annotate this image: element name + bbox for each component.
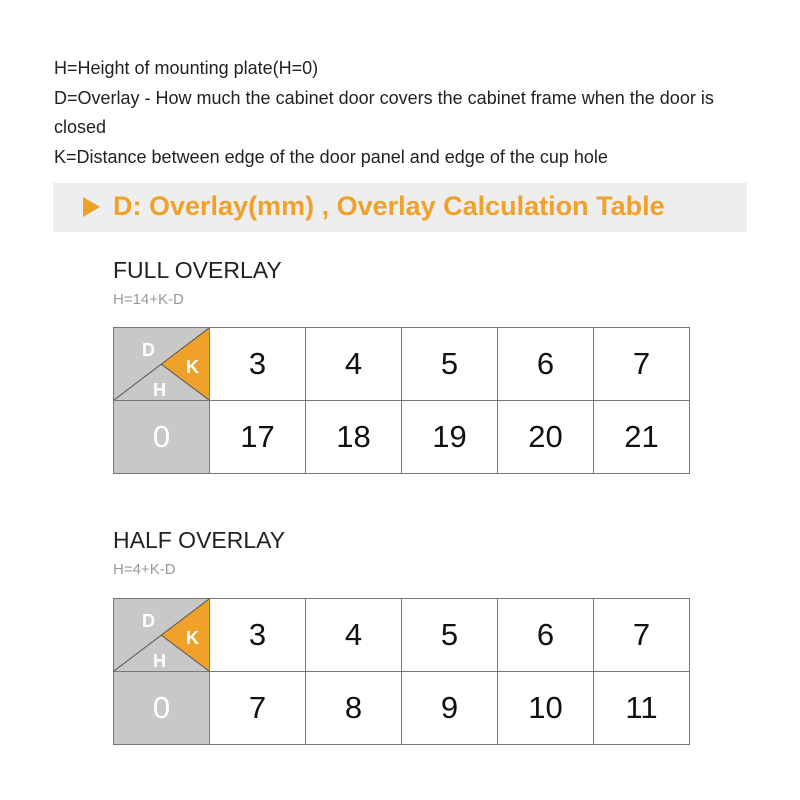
d-value-cell: 18 [306,401,402,474]
h-value-cell: 0 [114,401,210,474]
section-banner [53,183,747,232]
corner-diagram [114,328,209,400]
corner-cell [114,328,210,401]
k-value-cell: 3 [210,599,306,672]
k-value-cell: 5 [402,328,498,401]
k-value-cell: 6 [498,599,594,672]
d-row [114,672,690,745]
d-value-cell: 17 [210,401,306,474]
d-value-cell: 10 [498,672,594,745]
k-value-cell: 7 [594,328,690,401]
d-value-cell: 21 [594,401,690,474]
h-value-cell: 0 [114,672,210,745]
d-label: D [142,611,155,631]
h-label: H [153,380,166,400]
k-value-cell: 7 [594,599,690,672]
k-value-cell: 4 [306,328,402,401]
d-value-cell: 8 [306,672,402,745]
play-triangle-icon [83,197,100,217]
d-value-cell: 20 [498,401,594,474]
d-value-cell: 11 [594,672,690,745]
banner-title: D: Overlay(mm) , Overlay Calculation Table [113,191,665,221]
definitions [54,54,754,172]
k-row [114,328,690,401]
note-h: H=Height of mounting plate(H=0) [54,58,319,78]
note-k: K=Distance between edge of the door panel and edge of the cup hole [54,146,608,167]
k-value-cell: 3 [210,328,306,401]
note-d: D=Overlay - How much the cabinet door covers the cabinet frame when the door is closed [54,87,714,137]
half-overlay-title: HALF OVERLAY [113,527,286,553]
corner-diagram [114,599,209,671]
d-value-cell: 9 [402,672,498,745]
k-value-cell: 5 [402,599,498,672]
d-value-cell: 19 [402,401,498,474]
full-overlay-title: FULL OVERLAY [113,257,282,283]
full-overlay-formula: H=14+K-D [113,291,184,308]
d-value-cell: 7 [210,672,306,745]
k-row [114,599,690,672]
k-label: K [186,357,199,377]
h-label: H [153,651,166,671]
half-overlay-table [113,598,690,745]
d-row [114,401,690,474]
k-value-cell: 6 [498,328,594,401]
k-label: K [186,628,199,648]
corner-cell [114,599,210,672]
half-overlay-formula: H=4+K-D [113,561,176,578]
d-label: D [142,340,155,360]
k-value-cell: 4 [306,599,402,672]
full-overlay-table [113,327,690,474]
